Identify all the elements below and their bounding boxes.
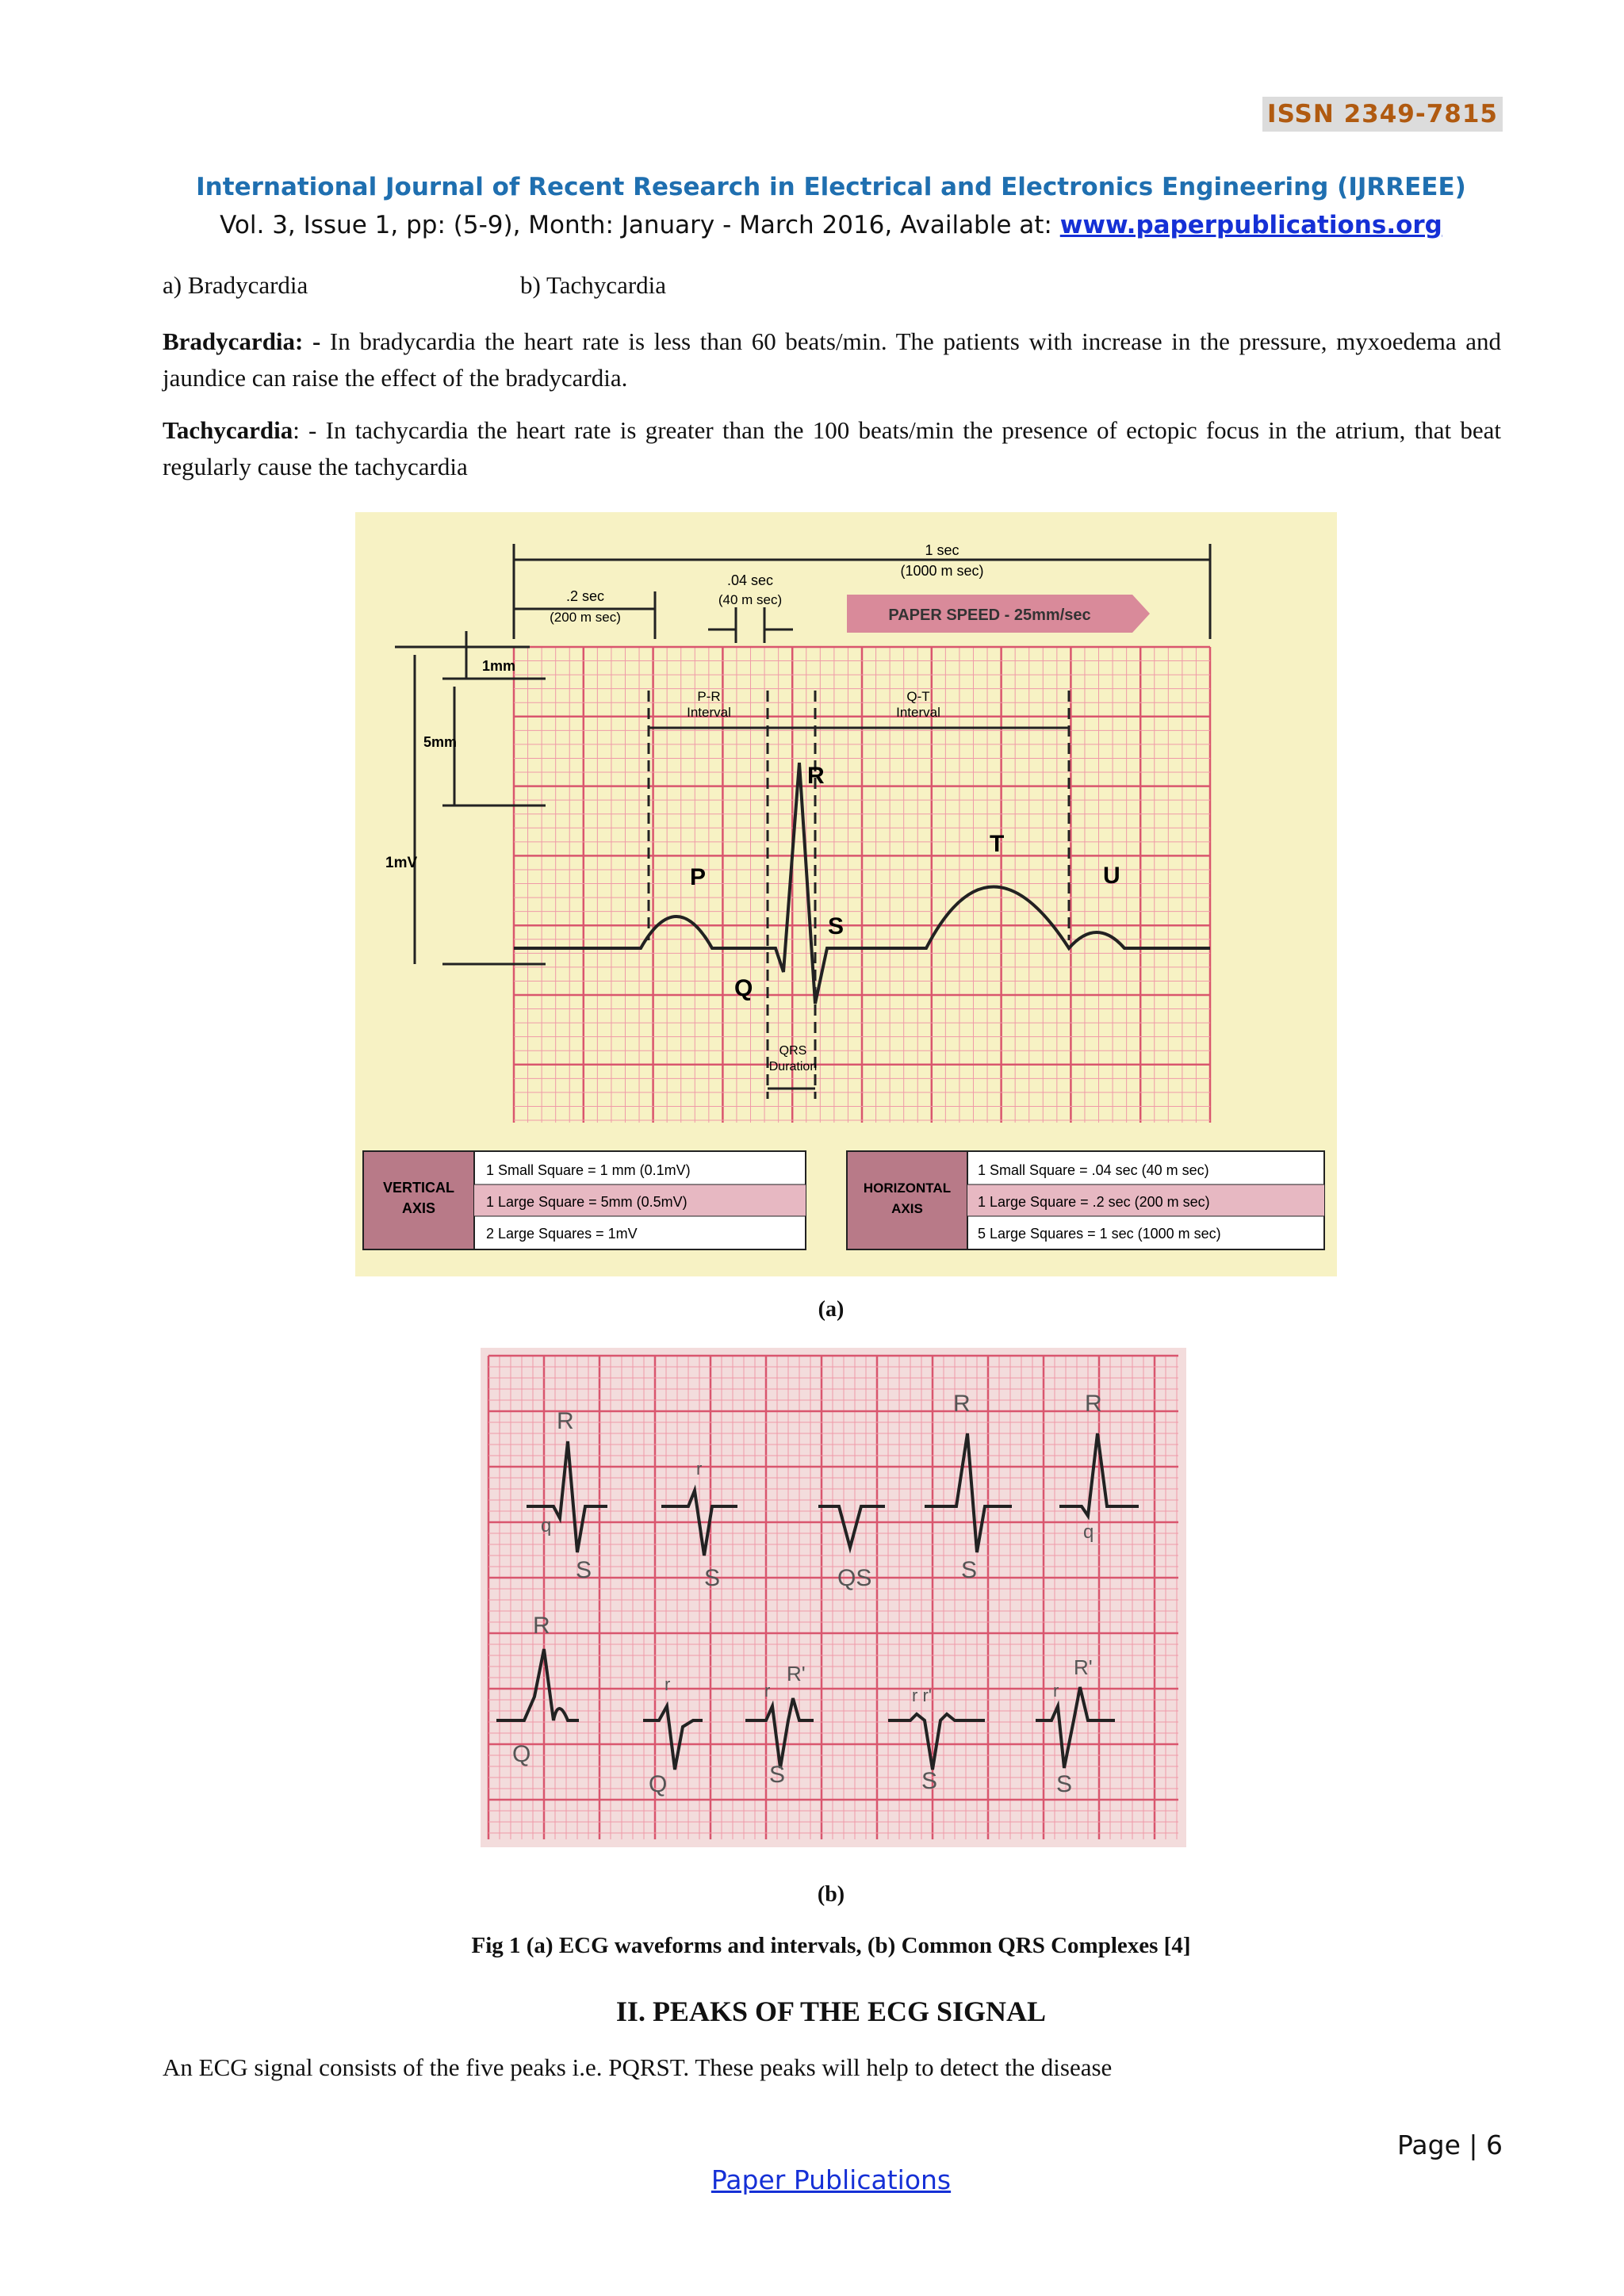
qrs-top-1-up: R	[557, 1408, 574, 1434]
paragraph-peaks: An ECG signal consists of the five peaks i.e. PQRST. These peaks will help to detect the disease	[163, 2053, 1113, 2081]
qrs-top-4-up: R	[953, 1391, 971, 1417]
qrs-bottom-1-up: R	[533, 1613, 550, 1639]
vertical-legend-row-3: 2 Large Squares = 1mV	[486, 1226, 638, 1242]
qrs-top-4-down2: S	[961, 1557, 978, 1583]
peak-r-label: R	[807, 763, 825, 789]
label-2sec-ms: (200 m sec)	[550, 610, 621, 625]
qrs-bottom-5-up: R'	[1074, 1655, 1093, 1679]
text-bradycardia: In bradycardia the heart rate is less than 60 beats/min. The patients with increase in the pressure, myxoedema and jaundice can raise the effect of the bradycardia.	[163, 327, 1502, 392]
pr-interval-label-2: Interval	[687, 705, 731, 720]
horizontal-legend-row-3: 5 Large Squares = 1 sec (1000 m sec)	[978, 1226, 1221, 1242]
peak-t-label: T	[990, 831, 1005, 857]
footer-link[interactable]: Paper Publications	[710, 2164, 952, 2195]
list-item-tachycardia: b) Tachycardia	[520, 271, 667, 299]
label-1mm: 1mm	[482, 658, 516, 674]
pr-interval-label: P-R	[697, 689, 721, 704]
qrs-duration-label-2: Duration	[768, 1060, 818, 1073]
qrs-bottom-2-down1: Q	[649, 1771, 668, 1797]
qrs-bottom-1-down1: Q	[512, 1741, 531, 1767]
vertical-axis-legend	[363, 1151, 806, 1249]
qrs-top-5-down1: q	[1083, 1521, 1094, 1543]
figure-caption: Fig 1 (a) ECG waveforms and intervals, (b) Common QRS Complexes [4]	[471, 1933, 1191, 1958]
paper-speed-label: PAPER SPEED - 25mm/sec	[888, 607, 1091, 624]
label-04sec: .04 sec	[726, 572, 774, 588]
qrs-top-1-down2: S	[576, 1557, 592, 1583]
label-5mm: 5mm	[423, 734, 458, 750]
peak-q-label: Q	[734, 975, 753, 1001]
volume-line	[0, 211, 1624, 239]
qrs-bottom-3-up2: r	[764, 1681, 771, 1701]
label-1sec-ms: (1000 m sec)	[900, 563, 984, 579]
qrs-bottom-4-down2: S	[921, 1768, 938, 1794]
horizontal-axis-title-2: AXIS	[891, 1201, 923, 1216]
term-tachycardia: Tachycardia	[163, 416, 293, 444]
qrs-top-3-down2: QS	[837, 1565, 872, 1591]
label-1mv: 1mV	[385, 855, 418, 871]
vertical-axis-title: VERTICAL	[383, 1180, 454, 1196]
journal-title: International Journal of Recent Research in Electrical and Electronics Engineering (IJRREEE)	[196, 173, 1466, 201]
vertical-legend-row-1: 1 Small Square = 1 mm (0.1mV)	[486, 1162, 691, 1178]
label-2sec: .2 sec	[565, 588, 605, 604]
label-1sec: 1 sec	[925, 542, 959, 558]
figure-b-qrs-complexes	[481, 1348, 1186, 1847]
journal-url-link[interactable]: www.paperpublications.org	[1059, 211, 1442, 239]
term-bradycardia: Bradycardia: -	[163, 327, 321, 355]
section-heading: II. PEAKS OF THE ECG SIGNAL	[615, 1996, 1047, 2027]
qrs-bottom-5-down2: S	[1056, 1771, 1073, 1797]
qrs-top-2-down2: S	[704, 1565, 721, 1591]
issn-badge: ISSN 2349-7815	[1262, 97, 1503, 132]
vertical-legend-row-2: 1 Large Square = 5mm (0.5mV)	[486, 1194, 688, 1210]
qrs-top-1-down1: q	[541, 1515, 552, 1536]
qrs-bottom-3-down2: S	[769, 1762, 786, 1788]
paragraph-bradycardia	[163, 323, 1501, 396]
figure-a-label: (a)	[818, 1297, 845, 1322]
qrs-top-2-up: r	[696, 1459, 703, 1479]
page-number: Page | 6	[1397, 2130, 1503, 2160]
text-tachycardia: : - In tachycardia the heart rate is greater than the 100 beats/min the presence of ectopic focus in the atrium, that beat regularly cause the tachycardia	[163, 416, 1501, 480]
qt-interval-label: Q-T	[906, 689, 930, 704]
list-item-bradycardia: a) Bradycardia	[163, 271, 308, 299]
qrs-bottom-2-up: r	[665, 1674, 671, 1694]
peak-p-label: P	[690, 864, 707, 890]
qrs-duration-label: QRS	[779, 1044, 807, 1058]
qrs-bottom-3-up: R'	[787, 1662, 806, 1686]
horizontal-axis-legend	[847, 1151, 1324, 1249]
qrs-bottom-5-up2: r	[1053, 1681, 1059, 1701]
peak-u-label: U	[1103, 863, 1120, 889]
figure-b-label: (b)	[817, 1882, 845, 1907]
paragraph-tachycardia	[163, 412, 1501, 485]
horizontal-axis-title: HORIZONTAL	[863, 1181, 952, 1196]
volume-text: Vol. 3, Issue 1, pp: (5-9), Month: January - March 2016, Available at:	[220, 211, 1060, 239]
horizontal-legend-row-2: 1 Large Square = .2 sec (200 m sec)	[978, 1194, 1210, 1210]
vertical-axis-title-2: AXIS	[401, 1200, 436, 1216]
figure-a-ecg-intervals	[355, 512, 1337, 1276]
qt-interval-label-2: Interval	[896, 705, 940, 720]
qrs-bottom-4-up: r r'	[912, 1686, 932, 1705]
label-04sec-ms: (40 m sec)	[718, 592, 783, 607]
horizontal-legend-row-1: 1 Small Square = .04 sec (40 m sec)	[978, 1162, 1209, 1178]
peak-s-label: S	[828, 913, 845, 939]
qrs-top-5-up: R	[1085, 1391, 1102, 1417]
